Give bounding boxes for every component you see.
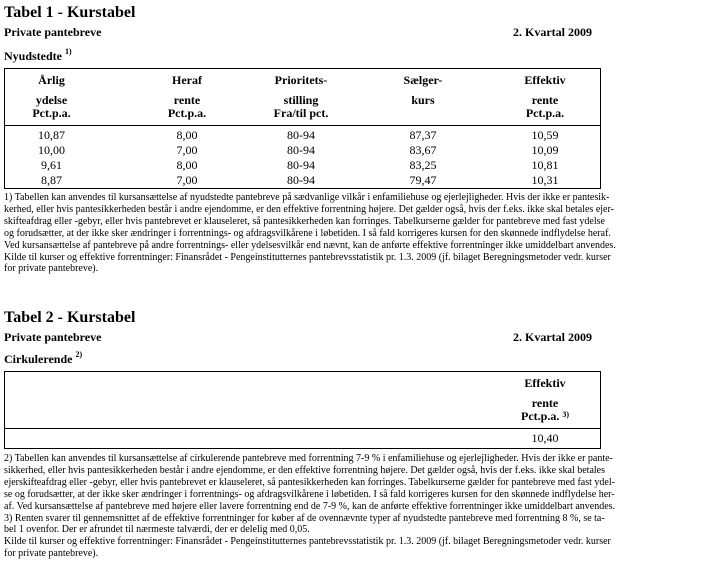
table-row xyxy=(5,143,600,158)
table2-subtitle: Private pantebreve xyxy=(4,330,102,344)
footnote-line: og forudsætter, at der ikke sker ændringer i forrentnings- og afdragsvilkårene i løbetiden. I så fald korrigeres kursen for den skønnede indflydelse heraf. xyxy=(4,227,611,239)
table1-quarter: 2. Kvartal 2009 xyxy=(513,25,592,39)
table-row xyxy=(5,158,600,173)
table-cell: 10,81 xyxy=(531,158,559,172)
table-cell: 7,00 xyxy=(176,143,198,157)
table2-title: Tabel 2 - Kurstabel xyxy=(4,309,136,326)
header-line: Pct.p.a. xyxy=(167,106,207,120)
table1-body xyxy=(5,126,600,188)
header-line: Prioritets- xyxy=(274,73,328,87)
table-cell: 8,00 xyxy=(176,158,198,172)
footnote-line: Kilde til kurser og effektive forrentninger: Finansrådet - Pengeinstitutternes pantebrevsstatistik pr. 1.3. 2009 (jf. bilaget Beregningsmetoder vedr. kurser xyxy=(4,251,611,263)
table-cell: 10,00 xyxy=(38,143,65,157)
table2-body xyxy=(5,429,600,446)
header-line: Fra/til pct. xyxy=(273,106,329,120)
header-line: stilling xyxy=(283,92,319,107)
footnote-line: se og forudsætter, at der ikke sker ændringer i forrentnings- og afdragsvilkårene i løbetiden. I så fald korrigeres kursen for den skønnede indflydelse her- xyxy=(4,488,615,500)
header-line: Årlig xyxy=(38,73,65,87)
header-line: Pct.p.a. xyxy=(32,106,71,120)
header-line: rente xyxy=(531,92,559,107)
table-cell: 83,67 xyxy=(409,143,437,157)
table-cell: 8,00 xyxy=(176,128,198,142)
table-cell: 79,47 xyxy=(409,173,437,187)
table1-section-label: Nyudstedte xyxy=(4,49,63,63)
footnote-line: 1) Tabellen kan anvendes til kursansættelse af nyudstedte pantebreve på sædvanlige vilkår i enfamiliehuse og ejerlejligheder. Hvis der ikke er pantesik- xyxy=(4,192,610,203)
header-footnote-mark: 3) xyxy=(562,410,569,419)
header-line: kurs xyxy=(411,92,435,107)
header-line: rente xyxy=(531,395,559,410)
footnote-line: ejerskifteafdrag eller -gebyr, eller hvis pantebrevet er klauseleret, så pantesikkerheden kan forringes. Tabelkurserne gælder for pantebreve med fast ydel- xyxy=(4,476,615,488)
header-line xyxy=(495,410,595,424)
table-cell: 10,40 xyxy=(531,431,559,445)
table-cell: 10,09 xyxy=(531,143,559,157)
header-line: ydelse xyxy=(35,92,68,107)
table2-header-col xyxy=(495,377,595,424)
table-row xyxy=(5,128,600,143)
footnote-line: 2) Tabellen kan anvendes til kursansættelse af cirkulerende pantebreve med forrentning 7-9 % i enfamiliehuse og ejerlejligheder. Hvis der ikke er pante- xyxy=(4,453,613,464)
header-line: Effektiv xyxy=(524,73,566,87)
table1-header-col2 xyxy=(138,74,236,121)
table-cell: 80-94 xyxy=(287,128,315,142)
table-cell: 8,87 xyxy=(41,173,62,187)
table-row xyxy=(5,431,600,446)
table-cell: 10,31 xyxy=(531,173,559,187)
table1-section-footnote-mark: 1) xyxy=(65,47,72,56)
footnote-line: kerhed, eller hvis pantesikkerheden består i andre ejendomme, er den effektive forrentning højere. Det gælder også, hvis der f.eks. ikke skal betales ejer- xyxy=(4,203,614,215)
table1-header-col3 xyxy=(261,74,341,121)
table-cell: 83,25 xyxy=(409,158,437,172)
table2 xyxy=(4,371,601,449)
footnote-line: for private pantebreve). xyxy=(4,263,99,275)
table2-section-label: Cirkulerende xyxy=(4,352,73,366)
header-line: Effektiv xyxy=(524,376,566,390)
table1-header-col5 xyxy=(495,74,595,121)
footnote-line: Kilde til kurser og effektive forrentninger: Finansrådet - Pengeinstitutternes pantebrevsstatistik pr. 1.3. 2009 (jf. bilaget Beregningsmetoder vedr. kurser xyxy=(4,536,611,548)
table-cell: 80-94 xyxy=(287,173,315,187)
table1-subtitle: Private pantebreve xyxy=(4,25,102,39)
table2-footnotes xyxy=(4,453,710,560)
table1-footnotes xyxy=(4,192,710,275)
table1-title: Tabel 1 - Kurstabel xyxy=(4,4,136,21)
footnote-line: af. Ved kursansættelse af pantebreve med højere eller lavere forrentning end de 7-9 %, kan de anførte effektive forrentninger ikke umiddelbart anvendes. xyxy=(4,500,616,512)
table-row xyxy=(5,173,600,188)
footnote-line: for private pantebreve). xyxy=(4,548,99,560)
footnote-line: Ved kursansættelse af pantebreve på andre forrentnings- eller ydelsesvilkår end nævnt, kan de anførte effektive forrentninger ikke umiddelbart anvendes. xyxy=(4,239,616,251)
table2-section-footnote-mark: 2) xyxy=(75,350,83,359)
footnote-line: bel 1 ovenfor. Der er afrundet til nærmeste talværdi, der er delelig med 0,05. xyxy=(4,524,310,536)
footnote-line: skifteafdrag eller -gebyr, eller hvis pantebrevet er klauseleret, så pantesikkerheden kan forringes. Tabelkurserne gælder for pantebreve med fast ydelse xyxy=(4,215,605,227)
table1-section xyxy=(4,49,72,64)
table1-header-col4 xyxy=(374,74,472,107)
table2-quarter: 2. Kvartal 2009 xyxy=(513,330,592,344)
table-cell: 80-94 xyxy=(287,143,315,157)
header-line: Heraf xyxy=(172,73,202,87)
table-cell: 80-94 xyxy=(287,158,315,172)
header-line: Pct.p.a. xyxy=(525,106,565,120)
table1 xyxy=(4,68,601,189)
header-line: rente xyxy=(173,92,201,107)
table1-header xyxy=(5,69,600,126)
table-cell: 10,59 xyxy=(531,128,559,142)
header-line: Sælger- xyxy=(403,73,443,87)
table-cell: 10,87 xyxy=(38,128,65,142)
table-cell: 7,00 xyxy=(176,173,198,187)
table1-header-col1 xyxy=(5,74,98,121)
table-cell: 87,37 xyxy=(409,128,437,142)
table2-section xyxy=(4,352,82,367)
footnote-line: 3) Renten svarer til gennemsnittet af de effektive forrentninger for køber af de ovennævnte typer af nyudstedte pantebreve med forrentning 8 %, se ta- xyxy=(4,512,605,524)
header-line-text: Pct.p.a. xyxy=(521,409,560,423)
table-cell: 9,61 xyxy=(41,158,62,172)
footnote-line: sikkerhed, eller hvis pantesikkerheden består i andre ejendomme, er den effektive forrentning højere. Det gælder også, hvis der f.eks. ikke skal betales xyxy=(4,464,605,476)
table2-header xyxy=(5,372,600,429)
